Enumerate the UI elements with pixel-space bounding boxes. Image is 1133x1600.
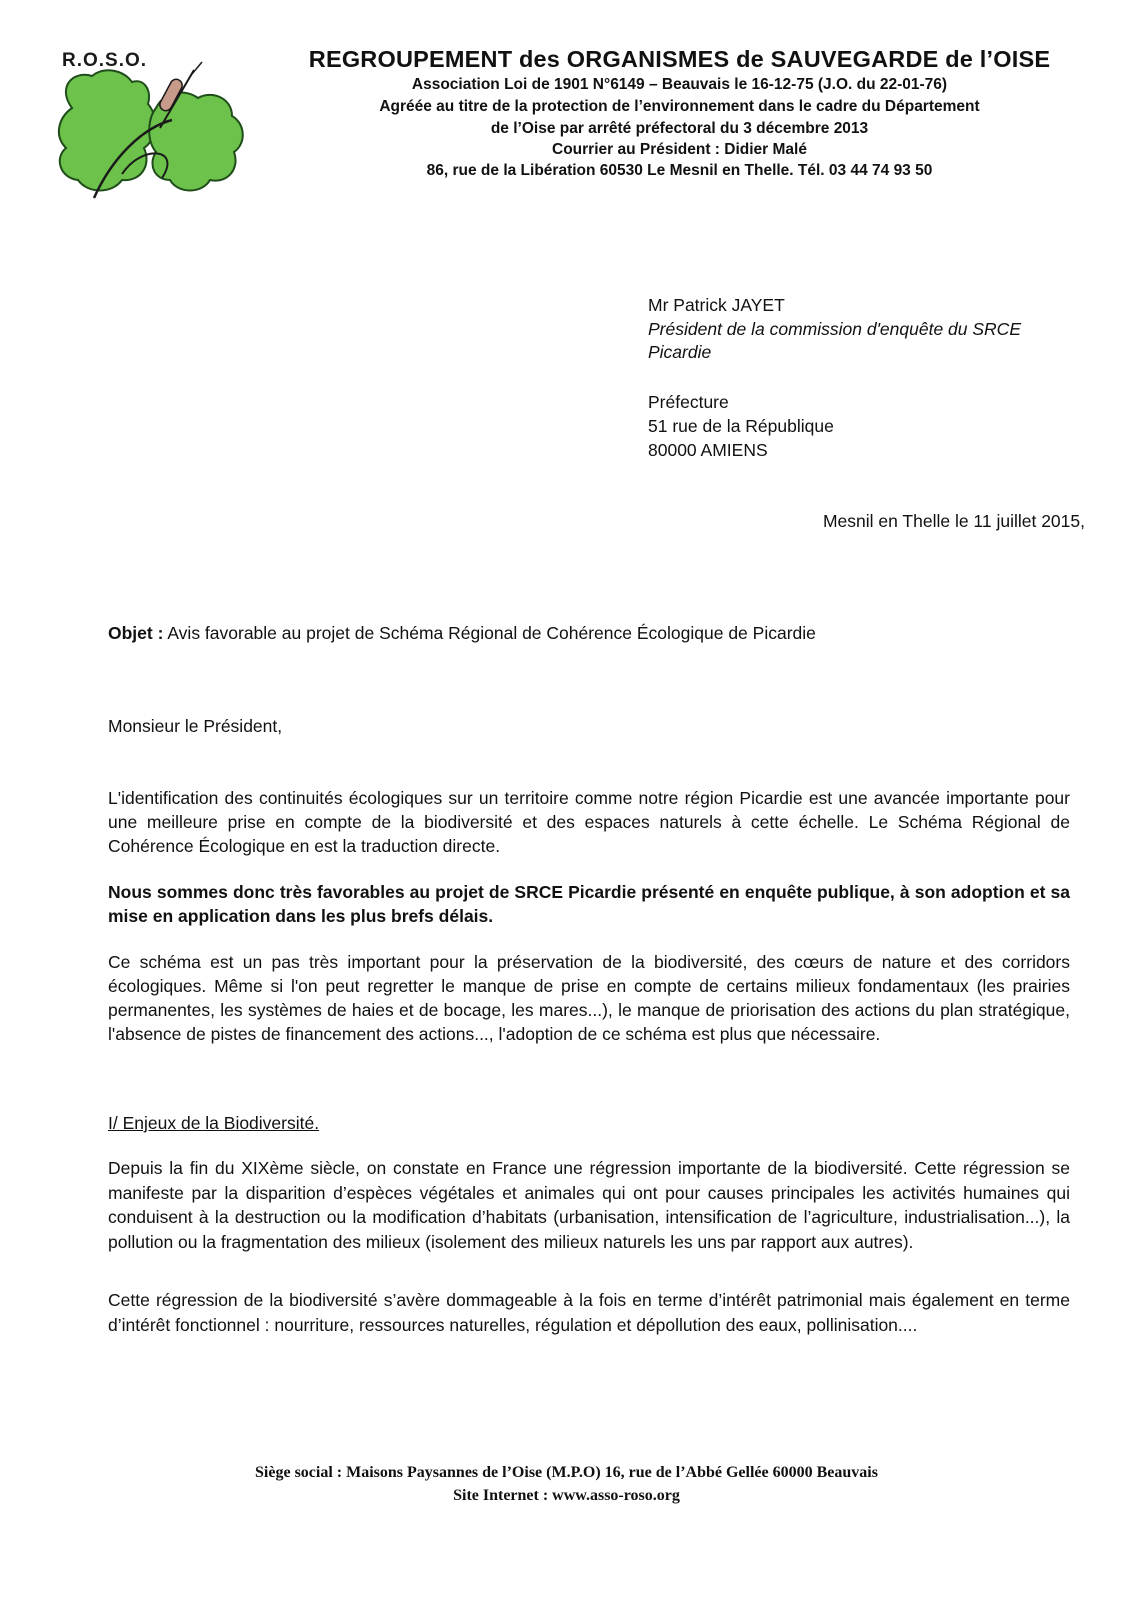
footer-address: Siège social : Maisons Paysannes de l’Oise (M.P.O) 16, rue de l’Abbé Gellée 60000 Beauvais bbox=[255, 1464, 878, 1481]
letterhead-line: Courrier au Président : Didier Malé bbox=[552, 141, 807, 158]
salutation: Monsieur le Président, bbox=[108, 716, 283, 736]
letterhead-line: de l’Oise par arrêté préfectoral du 3 décembre 2013 bbox=[490, 120, 869, 137]
body-paragraph: L'identification des continuités écologiques sur un territoire comme notre région Picardie est une avancée importante pour une meilleure prise en compte de la biodiversité et des espaces naturels à cette échelle. Le Schéma Régional de Cohérence Écologique en est la traduction directe. bbox=[108, 788, 1070, 856]
recipient-organization: Préfecture bbox=[648, 392, 729, 412]
recipient-street: 51 rue de la République bbox=[648, 416, 834, 436]
body-paragraph-bold: Nous sommes donc très favorables au projet de SRCE Picardie présenté en enquête publique, à son adoption et sa mise en application dans les plus brefs délais. bbox=[108, 882, 1070, 926]
body-paragraph: Depuis la fin du XIXème siècle, on constate en France une régression importante de la biodiversité. Cette régression se manifeste par la disparition d’espèces végétales et animales qui ont pour causes principales les activités humaines qui conduisent à la destruction ou la modification d’habitats (urbanisation, intensification de l’agriculture, industrialisation...), la pollution ou la fragmentation des milieux (isolement des milieux naturels les uns par rapport aux autres). bbox=[108, 1158, 1070, 1252]
section-title: I/ Enjeux de la Biodiversité. bbox=[108, 1113, 320, 1133]
letter-date: Mesnil en Thelle le 11 juillet 2015, bbox=[822, 511, 1085, 531]
logo-letters: R.O.S.O. bbox=[62, 50, 148, 71]
subject-text: Avis favorable au projet de Schéma Régional de Cohérence Écologique de Picardie bbox=[163, 623, 816, 643]
letterhead-line: 86, rue de la Libération 60530 Le Mesnil en Thelle. Tél. 03 44 74 93 50 bbox=[426, 162, 933, 179]
roso-logo bbox=[52, 48, 252, 208]
recipient-title: Picardie bbox=[648, 342, 712, 362]
recipient-city: 80000 AMIENS bbox=[648, 440, 768, 460]
body-paragraph: Ce schéma est un pas très important pour la préservation de la biodiversité, des cœurs de nature et des corridors écologiques. Même si l'on peut regretter le manque de prise en compte de certains milieux fondamentaux (les prairies permanentes, les systèmes de haies et de bocage, les mares...), le manque de priorisation des actions du plan stratégique, l'absence de pistes de financement des actions..., l'adoption de ce schéma est plus que nécessaire. bbox=[108, 952, 1070, 1044]
footer-website: Site Internet : www.asso-roso.org bbox=[453, 1487, 680, 1504]
subject-label: Objet : bbox=[108, 623, 164, 643]
organization-name: REGROUPEMENT des ORGANISMES de SAUVEGARDE de l’OISE bbox=[308, 46, 1051, 72]
body-paragraph: Cette régression de la biodiversité s’avère dommageable à la fois en terme d’intérêt patrimonial mais également en terme d’intérêt fonctionnel : nourriture, ressources naturelles, régulation et dépollution des eaux, pollinisation.... bbox=[108, 1290, 1070, 1335]
recipient-title: Président de la commission d'enquête du SRCE bbox=[648, 319, 1021, 339]
letterhead-line: Association Loi de 1901 N°6149 – Beauvais le 16-12-75 (J.O. du 22-01-76) bbox=[411, 76, 948, 93]
letterhead-line: Agréée au titre de la protection de l’environnement dans le cadre du Département bbox=[379, 98, 980, 115]
subject-line bbox=[108, 623, 816, 644]
recipient-name: Mr Patrick JAYET bbox=[648, 295, 785, 315]
